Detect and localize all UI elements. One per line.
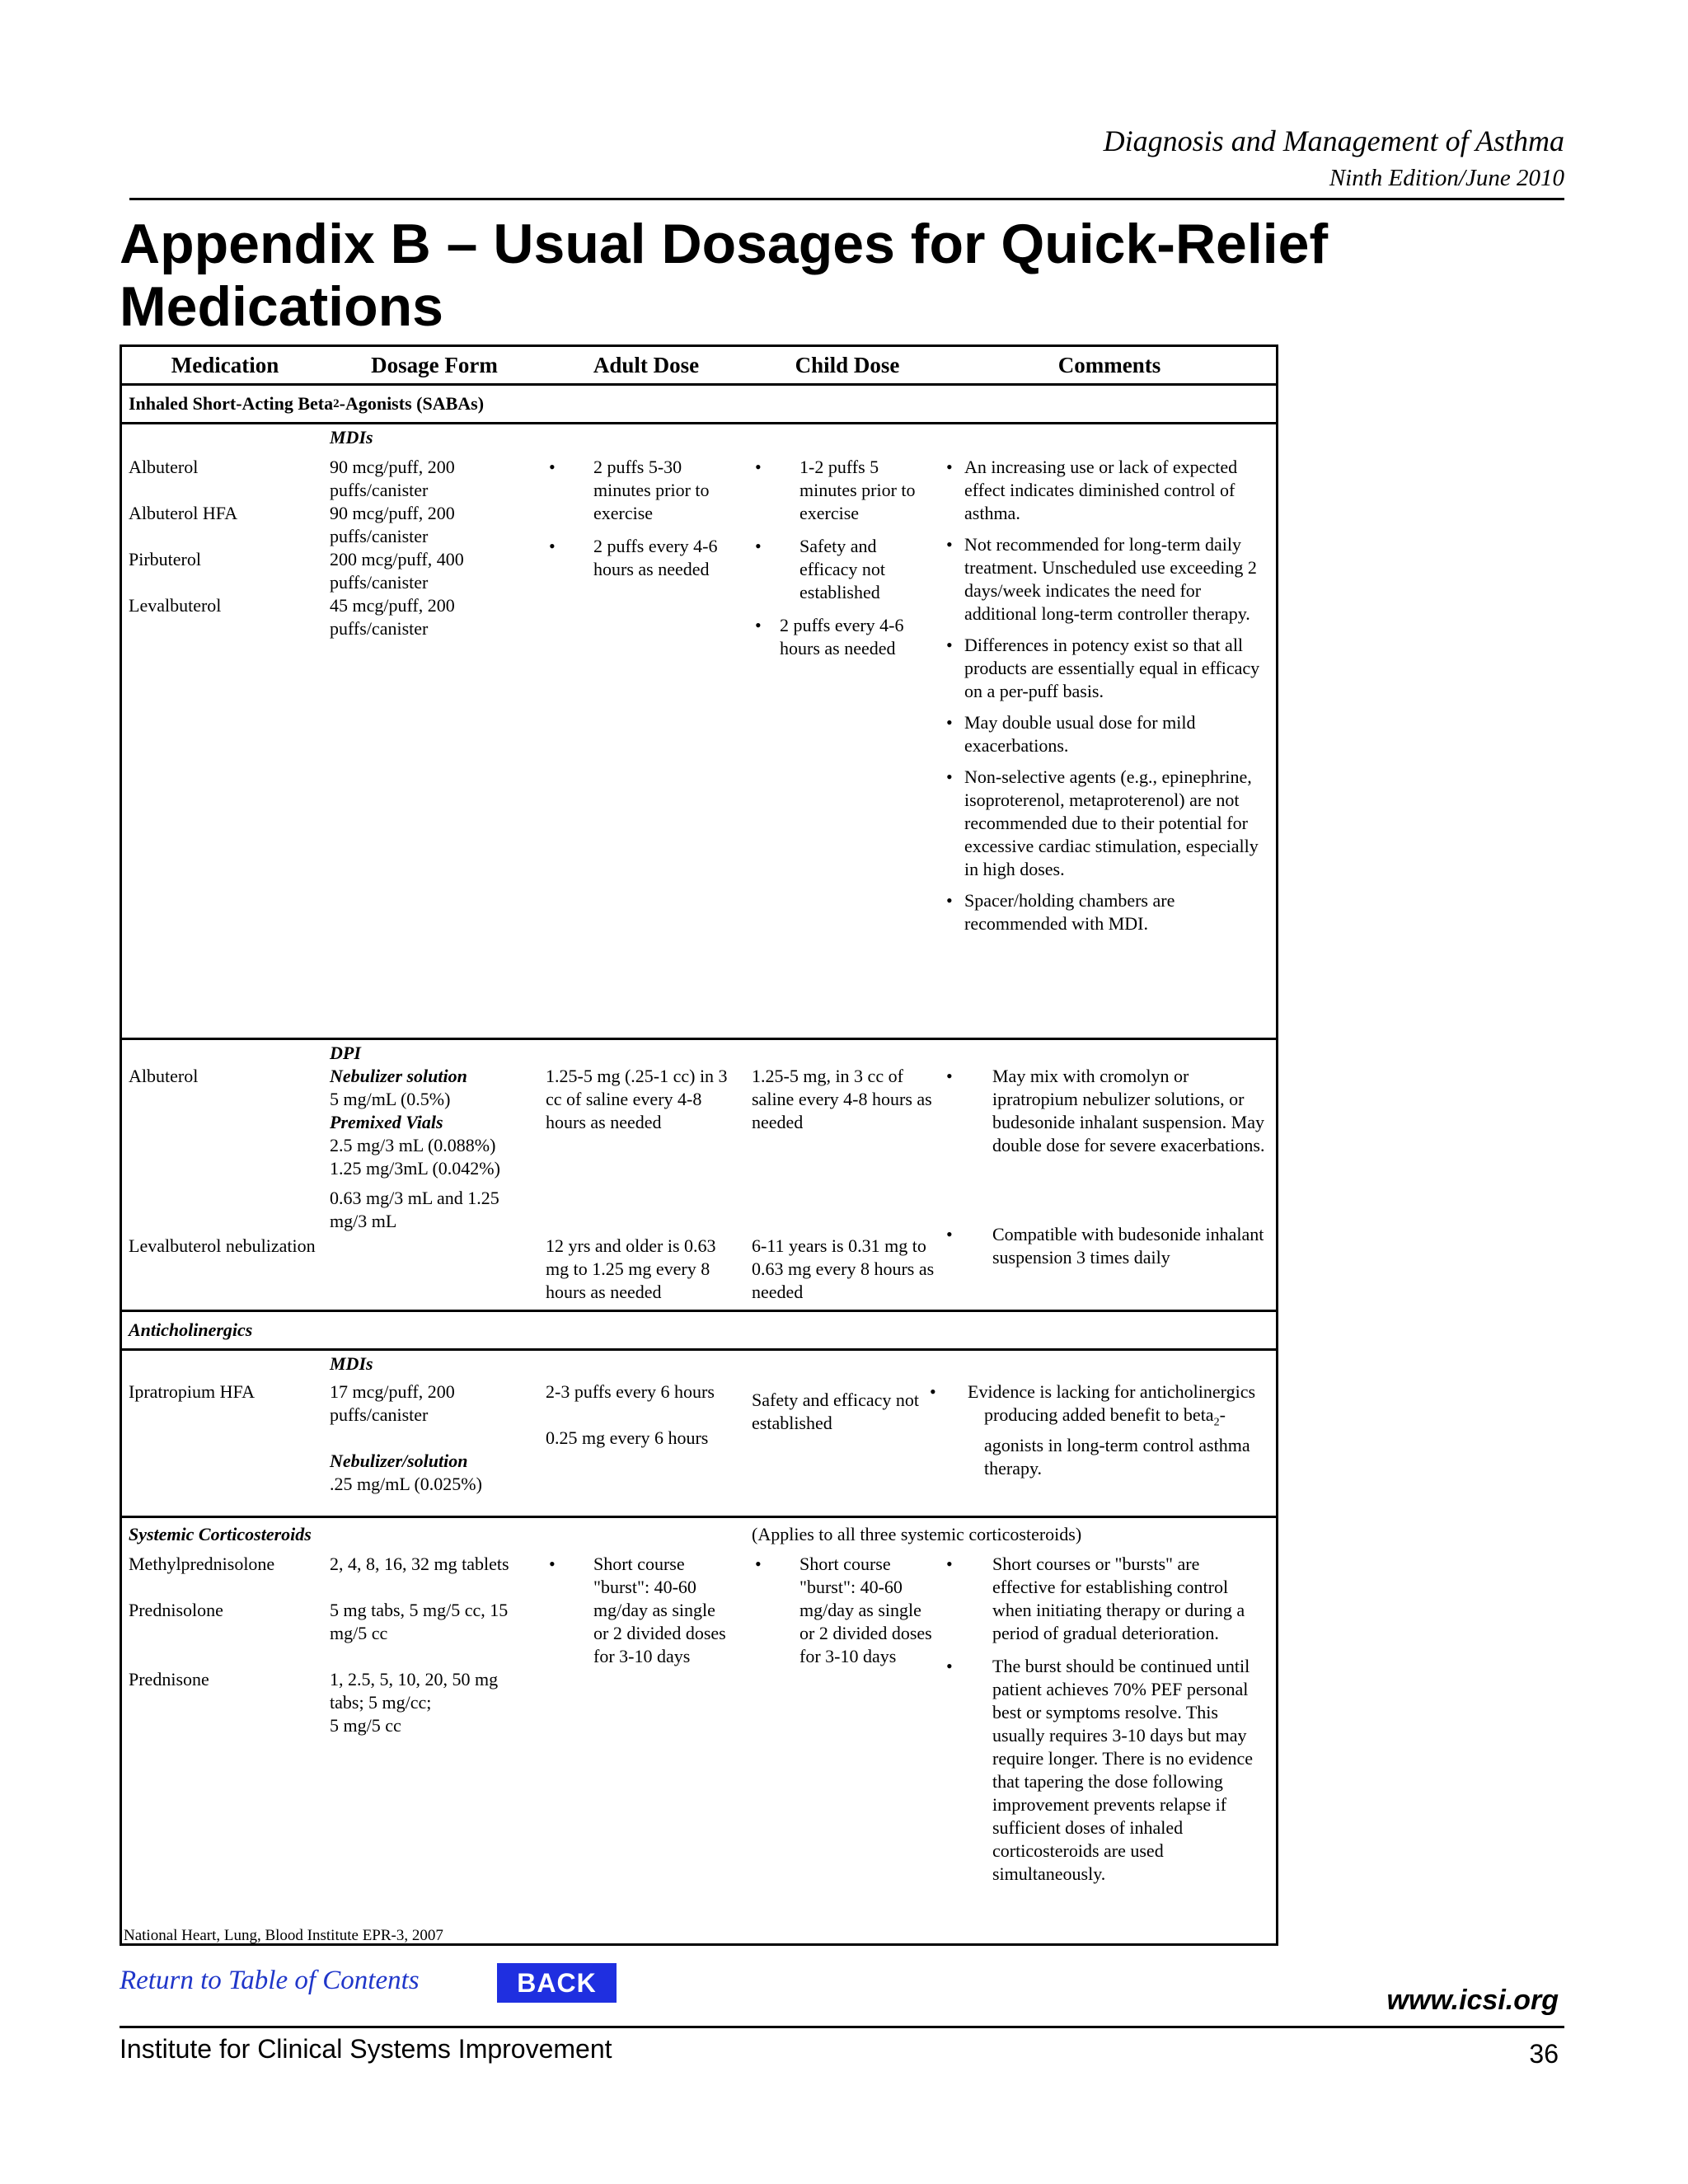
nebulizer-child-doses <box>752 1042 943 1310</box>
source-note: National Heart, Lung, Blood Institute EPR-3, 2007 <box>124 1927 443 1944</box>
comment-item: • Short courses or "bursts" are effective for establishing control when initiating therapy or during a period of gradual deterioration. <box>943 1553 1266 1645</box>
applies-note: (Applies to all three systemic corticosteroids) <box>752 1524 1082 1544</box>
dosage-form: 200 mcg/puff, 400 puffs/canister <box>330 549 464 593</box>
corticosteroid-child-doses <box>752 1523 1082 1943</box>
premixed-vials-label: Premixed Vials <box>330 1112 443 1132</box>
dosage-form: .25 mg/mL (0.025%) <box>330 1474 482 1494</box>
comment-item: • Evidence is lacking for anticholinergics producing added benefit to beta$_2$- agonists in long-term control asthma therapy. <box>943 1380 1266 1480</box>
medication-name: Levalbuterol nebulization <box>129 1235 316 1256</box>
nebulizer-comments <box>943 1042 1276 1310</box>
medication-name: Albuterol <box>129 1066 199 1086</box>
column-header-dosage-form: Dosage Form <box>371 352 498 377</box>
dosage-form: 5 mg tabs, 5 mg/5 cc, 15 mg/5 cc <box>330 1600 509 1643</box>
nebulizer-dosage-forms <box>328 1042 541 1310</box>
medication-name: Ipratropium HFA <box>129 1381 255 1402</box>
dosage-form: 2.5 mg/3 mL (0.088%) <box>330 1135 496 1155</box>
comment-item: • May double usual dose for mild exacerbations. <box>943 711 1263 757</box>
return-to-toc-link[interactable]: Return to Table of Contents <box>120 1966 420 1995</box>
dosage-form: 2, 4, 8, 16, 32 mg tablets <box>330 1554 509 1574</box>
corticosteroid-comments <box>943 1523 1276 1943</box>
dosage-form: 45 mcg/puff, 200 puffs/canister <box>330 595 455 639</box>
corticosteroid-medications <box>122 1523 328 1943</box>
mdi-label: MDIs <box>330 1353 373 1374</box>
comment-item: • Differences in potency exist so that all products are essentially equal in efficacy on a per-puff basis. <box>943 634 1263 703</box>
child-dose: Safety and efficacy not established <box>752 1390 920 1433</box>
saba-comments <box>943 426 1276 1038</box>
anticholinergic-child-doses <box>752 1352 943 1516</box>
medication-name: Pirbuterol <box>129 549 201 569</box>
adult-dose: 12 yrs and older is 0.63 mg to 1.25 mg every 8 hours as needed <box>546 1235 716 1302</box>
section-heading-anticholinergics: Anticholinergics <box>122 1312 1276 1351</box>
saba-nebulizer-row <box>122 1040 1276 1312</box>
nebulizer-adult-doses <box>541 1042 752 1310</box>
anticholinergic-adult-doses <box>541 1352 752 1516</box>
back-button[interactable]: BACK <box>497 1963 617 2003</box>
adult-dose: 2-3 puffs every 6 hours <box>546 1381 715 1402</box>
adult-dose: 0.25 mg every 6 hours <box>546 1427 709 1448</box>
column-header-adult-dose: Adult Dose <box>593 352 700 377</box>
saba-adult-doses <box>541 426 752 1038</box>
comment-item: • Non-selective agents (e.g., epinephrine, isoproterenol, metaproterenol) are not recommended due to their potential for excessive cardiac stimulation, especially in high doses. <box>943 766 1263 881</box>
anticholinergics-row <box>122 1351 1276 1518</box>
dosage-form: 0.63 mg/3 mL and 1.25 mg/3 mL <box>330 1188 499 1231</box>
saba-medications <box>122 426 328 1038</box>
corticosteroids-row <box>122 1518 1276 1943</box>
saba-dosage-forms <box>328 426 541 1038</box>
child-dose-item: • Safety and efficacy not established <box>752 535 935 604</box>
organization-name: Institute for Clinical Systems Improvement <box>120 2034 612 2064</box>
section-heading-saba: Inhaled Short-Acting Beta 2 -Agonists (SABAs) <box>122 386 1276 424</box>
column-header-child-dose: Child Dose <box>795 352 900 377</box>
saba-child-doses <box>752 426 943 1038</box>
adult-dose-item: • 2 puffs every 4-6 hours as needed <box>546 535 732 581</box>
dosage-form: 90 mcg/puff, 200 puffs/canister <box>330 457 455 500</box>
footer-divider <box>120 2026 1564 2028</box>
page-title: Appendix B – Usual Dosages for Quick-Relief Medications <box>120 213 1329 338</box>
column-header-medication: Medication <box>171 352 279 377</box>
medication-name: Albuterol HFA <box>129 503 238 523</box>
adult-dose-item: • 2 puffs 5-30 minutes prior to exercise <box>546 456 732 525</box>
anticholinergic-comments <box>943 1352 1276 1516</box>
dosage-form: 5 mg/5 cc <box>330 1715 401 1736</box>
comment-item: • An increasing use or lack of expected effect indicates diminished control of asthma. <box>943 456 1263 525</box>
medication-name: Prednisone <box>129 1669 209 1690</box>
nebulizer-medications <box>122 1042 328 1310</box>
table-header-row <box>122 347 1276 386</box>
dosage-form: 1.25 mg/3mL (0.042%) <box>330 1158 500 1179</box>
comment-item: • Compatible with budesonide inhalant suspension 3 times daily <box>943 1223 1266 1269</box>
corticosteroid-adult-doses <box>541 1523 752 1943</box>
comment-item: • Spacer/holding chambers are recommended with MDI. <box>943 889 1263 935</box>
child-dose: 1.25-5 mg, in 3 cc of saline every 4-8 hours as needed <box>752 1066 932 1132</box>
anticholinergic-medications <box>122 1352 328 1516</box>
column-header-comments: Comments <box>1057 352 1161 377</box>
adult-dose: 1.25-5 mg (.25-1 cc) in 3 cc of saline every 4-8 hours as needed <box>546 1066 728 1132</box>
website-url: www.icsi.org <box>1386 1985 1559 2016</box>
medication-name: Levalbuterol <box>129 595 222 616</box>
comment-item: • The burst should be continued until patient achieves 70% PEF personal best or symptoms resolve. This usually requires 3-10 days but may require longer. There is no evidence that tapering the dose following improvement prevents relapse if sufficient doses of inhaled corticosteroids are used simultaneously. <box>943 1655 1266 1886</box>
comment-item: • May mix with cromolyn or ipratropium nebulizer solutions, or budesonide inhalant suspension. May double dose for severe exacerbations. <box>943 1065 1266 1157</box>
dosage-form: 1, 2.5, 5, 10, 20, 50 mg tabs; 5 mg/cc; <box>330 1669 499 1713</box>
nebulizer-solution-label: Nebulizer/solution <box>330 1451 468 1471</box>
section-heading-corticosteroids: Systemic Corticosteroids <box>129 1524 312 1544</box>
medication-name: Methylprednisolone <box>129 1554 275 1574</box>
child-dose-item: • 1-2 puffs 5 minutes prior to exercise <box>752 456 935 525</box>
mdi-label: MDIs <box>330 427 373 448</box>
dpi-label: DPI <box>330 1043 361 1063</box>
adult-dose-item: • Short course "burst": 40-60 mg/day as single or 2 divided doses for 3-10 days <box>546 1553 732 1668</box>
medication-name: Prednisolone <box>129 1600 223 1620</box>
page-number: 36 <box>1529 2039 1559 2069</box>
dosage-table <box>120 344 1278 1946</box>
header-divider <box>129 198 1564 200</box>
dosage-form: 5 mg/mL (0.5%) <box>330 1089 451 1109</box>
medication-name: Albuterol <box>129 457 199 477</box>
nebulizer-solution-label: Nebulizer solution <box>330 1066 467 1086</box>
child-dose: 6-11 years is 0.31 mg to 0.63 mg every 8 hours as needed <box>752 1235 935 1302</box>
saba-mdi-row <box>122 424 1276 1040</box>
dosage-form: 90 mcg/puff, 200 puffs/canister <box>330 503 455 546</box>
comment-item: • Not recommended for long-term daily treatment. Unscheduled use exceeding 2 days/week indicates the need for additional long-term controller therapy. <box>943 533 1263 626</box>
anticholinergic-dosage-forms <box>328 1352 541 1516</box>
dosage-form: 17 mcg/puff, 200 puffs/canister <box>330 1381 455 1425</box>
child-dose-item: • Short course "burst": 40-60 mg/day as single or 2 divided doses for 3-10 days <box>752 1553 936 1668</box>
corticosteroid-dosage-forms <box>328 1523 541 1943</box>
child-dose-item: • 2 puffs every 4-6 hours as needed <box>752 614 935 660</box>
document-title: Diagnosis and Management of Asthma <box>1103 124 1564 157</box>
edition-label: Ninth Edition/June 2010 <box>1329 165 1564 191</box>
